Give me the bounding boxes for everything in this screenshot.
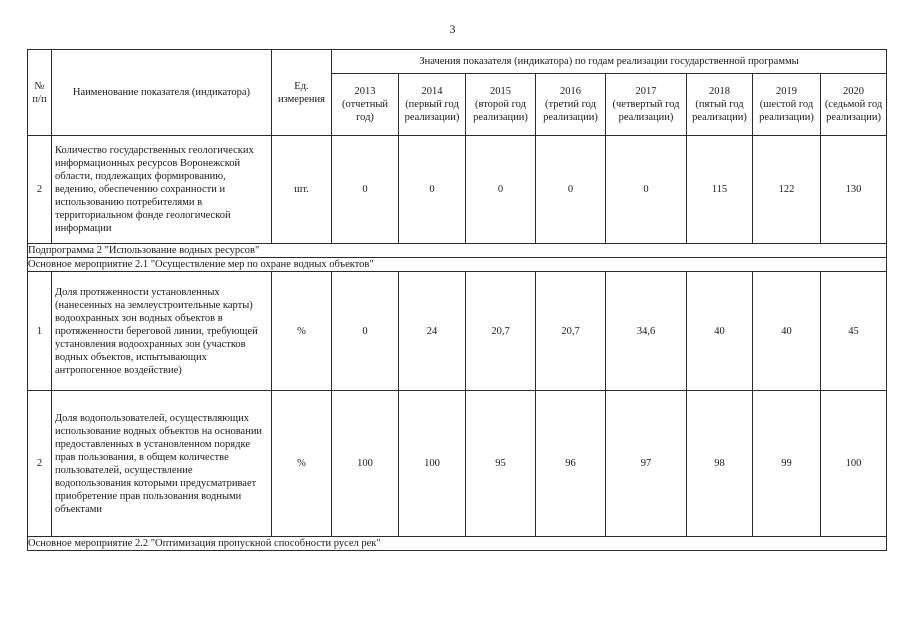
section-subprogram: Подпрограмма 2 "Использование водных ресурсов" <box>28 244 887 258</box>
row-value: 97 <box>606 391 687 537</box>
section-row <box>28 537 887 551</box>
table-row <box>28 136 887 244</box>
table-row <box>28 391 887 537</box>
header-year: 2019 (шестой год реализации) <box>753 74 821 136</box>
row-unit: % <box>272 391 332 537</box>
table-row <box>28 272 887 391</box>
row-value: 0 <box>466 136 536 244</box>
row-value: 40 <box>687 272 753 391</box>
row-value: 34,6 <box>606 272 687 391</box>
row-value: 45 <box>821 272 887 391</box>
indicators-table <box>27 49 887 551</box>
row-value: 0 <box>399 136 466 244</box>
row-name: Доля водопользователей, осуществляющих использование водных объектов на основании предоставленных в установленном порядке прав пользования, в общем количестве пользователей, осуществление водопользования которыми предусматривает приобретение прав пользования водными объектами <box>52 391 272 537</box>
row-no: 2 <box>28 136 52 244</box>
header-values: Значения показателя (индикатора) по годам реализации государственной программы <box>332 50 887 74</box>
row-value: 0 <box>606 136 687 244</box>
row-value: 0 <box>332 272 399 391</box>
section-row <box>28 244 887 258</box>
row-value: 20,7 <box>466 272 536 391</box>
header-year: 2017 (четвертый год реализации) <box>606 74 687 136</box>
header-year: 2014 (первый год реализации) <box>399 74 466 136</box>
row-value: 130 <box>821 136 887 244</box>
row-name: Количество государственных геологических информационных ресурсов Воронежской области, подлежащих формированию, ведению, обеспечению сохранности и использованию потребителями в территориальном фонде геологической информации <box>52 136 272 244</box>
row-value: 100 <box>399 391 466 537</box>
header-year: 2018 (пятый год реализации) <box>687 74 753 136</box>
page-number: 3 <box>449 22 456 36</box>
header-no: № п/п <box>28 50 52 136</box>
section-row <box>28 258 887 272</box>
header-name: Наименование показателя (индикатора) <box>52 50 272 136</box>
row-value: 95 <box>466 391 536 537</box>
row-value: 100 <box>332 391 399 537</box>
header-year: 2013 (отчетный год) <box>332 74 399 136</box>
section-measure: Основное мероприятие 2.1 "Осуществление мер по охране водных объектов" <box>28 258 887 272</box>
row-value: 0 <box>332 136 399 244</box>
row-value: 99 <box>753 391 821 537</box>
row-value: 40 <box>753 272 821 391</box>
header-year: 2015 (второй год реализации) <box>466 74 536 136</box>
header-year: 2016 (третий год реализации) <box>536 74 606 136</box>
row-value: 98 <box>687 391 753 537</box>
row-value: 100 <box>821 391 887 537</box>
section-measure: Основное мероприятие 2.2 "Оптимизация пропускной способности русел рек" <box>28 537 887 551</box>
row-value: 0 <box>536 136 606 244</box>
row-unit: шт. <box>272 136 332 244</box>
row-unit: % <box>272 272 332 391</box>
row-value: 122 <box>753 136 821 244</box>
header-row-1 <box>28 50 887 74</box>
row-no: 2 <box>28 391 52 537</box>
header-unit: Ед. измерения <box>272 50 332 136</box>
row-name: Доля протяженности установленных (нанесенных на землеустроительные карты) водоохранных зон водных объектов в протяженности береговой линии, требующей установления водоохранных зон (участков водных объектов, испытывающих антропогенное воздействие) <box>52 272 272 391</box>
row-value: 115 <box>687 136 753 244</box>
row-value: 20,7 <box>536 272 606 391</box>
row-no: 1 <box>28 272 52 391</box>
row-value: 96 <box>536 391 606 537</box>
header-year: 2020 (седьмой год реализации) <box>821 74 887 136</box>
row-value: 24 <box>399 272 466 391</box>
